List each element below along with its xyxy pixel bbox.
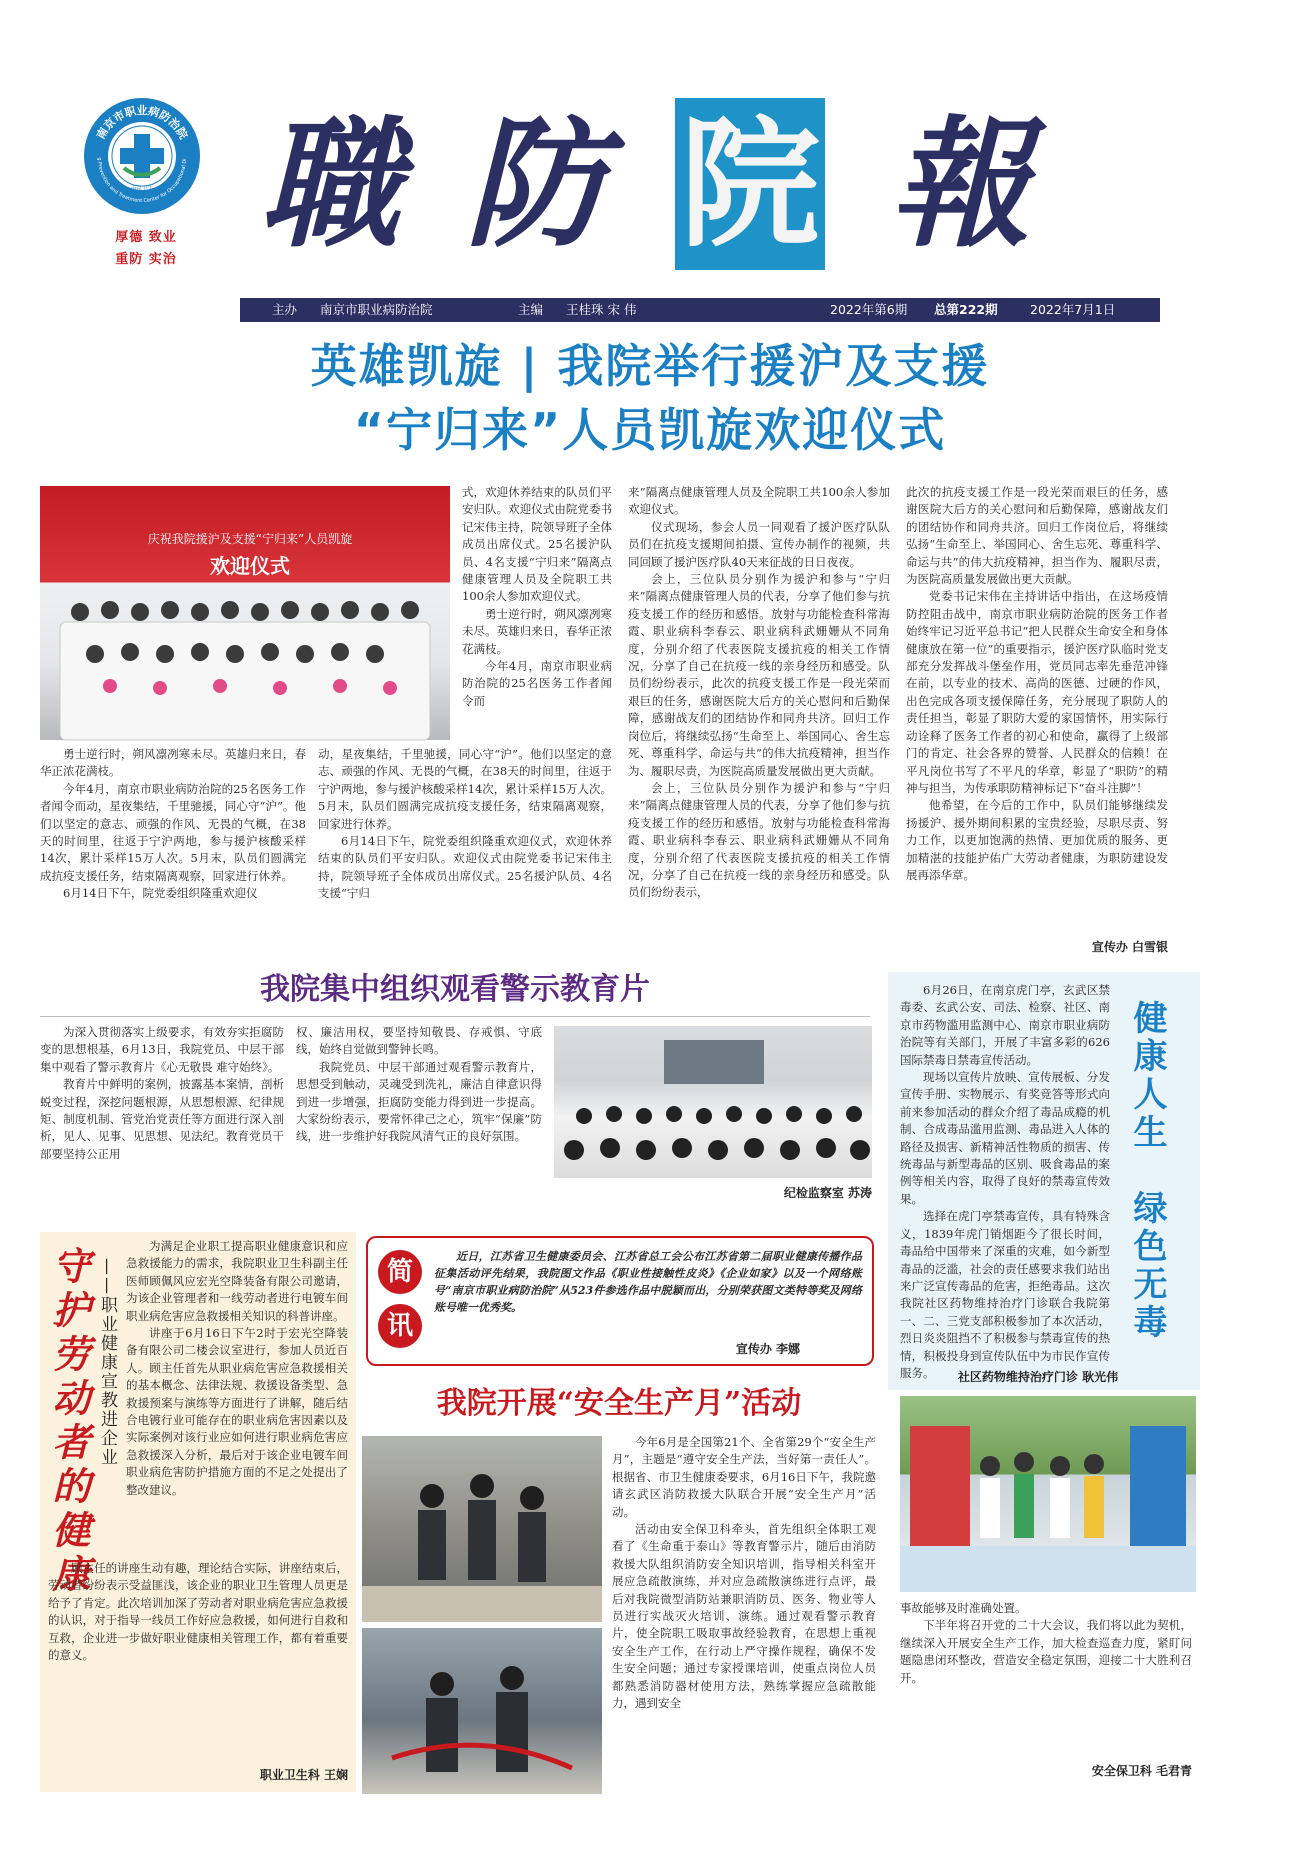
title-char-4: 報 bbox=[890, 103, 1031, 267]
lead-c2a-p3: 今年4月，南京市职业病防治院的25名医务工作者闻令而 bbox=[462, 659, 612, 708]
logo-ring-cn: 南京市职业病防治院 bbox=[94, 104, 190, 142]
lead-c3-p4: 会上，三位队员分别作为援沪和参与“宁归来”隔离点健康管理人员的代表，分享了他们参与抗疫支援工作的经历和感悟。放射与功能检查科常海霞、职业病科李春云、职业病科武姗姗从不同角度，分别介绍了代表医院支援抗疫的相关工作情况，分享了自己在抗疫一线的亲身经历和感受。队员们纷纷表示， bbox=[628, 780, 890, 900]
warning-c1-p1: 为深入贯彻落实上级要求，有效夯实拒腐防变的思想根基，6月13日，我院党员、中层干部集中观看了警示教育片《心无敬畏 难守始终》。 bbox=[40, 1025, 284, 1074]
logo-emblem-icon bbox=[84, 98, 200, 214]
guard-p3: 顾主任的讲座生动有趣，理论结合实际，讲座结束后，劳动者纷纷表示受益匪浅，该企业的职业卫生管理人员更是给予了肯定。此次培训加深了劳动者对职业病危害应急救援的认识，对于指导一线员工作好应急救援，如何进行自救和互救，企业进一步做好职业健康相关管理工作，都有着重要的意义。 bbox=[48, 1561, 348, 1663]
lead-c4-p2: 党委书记宋伟在主持讲话中指出，在这场疫情防控阻击战中，南京市职业病防治院的医务工作者始终牢记习近平总书记“把人民群众生命安全和身体健康放在第一位”的重要指示，援沪医疗队临时党支部充分发挥战斗堡垒作用，党员同志率先垂范冲锋在前，以专业的技术、高尚的医德、过硬的作风，出色完成各项支援保障任务，充分展现了职防人的责任担当，彰显了职防大爱的家国情怀，用实际行动诠释了医务工作者的初心和使命，赢得了上级部门的肯定、社会各界的赞誉、人民群众的信赖！在平凡岗位书写了不平凡的华章，彰显了“职防”的精神与担当，为传承职防精神标记下“奋斗注脚”！ bbox=[906, 589, 1168, 795]
total-issue: 总第222期 bbox=[934, 302, 998, 317]
photo-banner-sub: 欢迎仪式 bbox=[210, 554, 290, 578]
safety-photo-1 bbox=[362, 1436, 602, 1622]
lead-column-3 bbox=[628, 484, 890, 962]
group-people-icon bbox=[40, 582, 450, 740]
safety-text-right bbox=[900, 1600, 1192, 1750]
health-photo bbox=[900, 1396, 1196, 1592]
brief-label-2: 讯 bbox=[378, 1304, 422, 1348]
guard-text-bottom bbox=[48, 1560, 348, 1756]
sponsor-label: 主办 bbox=[272, 302, 298, 317]
health-title-2: 绿色无毒 bbox=[1127, 1190, 1167, 1342]
title-char-3: 院 bbox=[680, 103, 821, 267]
health-credit: 社区药物维持治疗门诊 耿光伟 bbox=[957, 1370, 1119, 1384]
lead-column-2b bbox=[318, 746, 612, 962]
safety-p1: 今年6月是全国第21个、全省第29个“安全生产月”，主题是“遵守安全生产法，当好第一责任人”。根据省、市卫生健康委要求，6月16日下午，我院邀请玄武区消防救援大队联合开展“安全生产月”活动。 bbox=[612, 1435, 876, 1519]
booth-people-icon bbox=[900, 1396, 1196, 1592]
lead-c2b-p1: 动，星夜集结，千里驰援，同心守“沪”。他们以坚定的意志、顽强的作风、无畏的气概，在38天的时间里，往返于宁沪两地，参与援沪核酸采样14次，累计采样15万人次。5月末，队员们圆满完成抗疫支援任务，结束隔离观察，回家进行休养。 bbox=[318, 747, 612, 831]
masthead-title bbox=[260, 103, 1160, 267]
logo-ring-en: g Prevention and Treatment Center for Occupational Di bbox=[95, 157, 189, 205]
warning-headline: 我院集中组织观看警示教育片 bbox=[260, 972, 650, 1007]
warning-divider bbox=[40, 1016, 870, 1017]
brief-text bbox=[434, 1248, 862, 1334]
lead-c1-p1: 勇士逆行时，朔风凛冽寒未尽。英雄归来日，春华正浓花满枝。 bbox=[40, 747, 306, 779]
editor-label: 主编 bbox=[518, 302, 544, 317]
logo bbox=[84, 98, 200, 214]
lead-c4-p3: 他希望，在今后的工作中，队员们能够继续发扬援沪、援外期间积累的宝贵经验，尽职尽责、努力工作，以更加饱满的热情、更加优质的服务、更加精湛的技能护佑广大劳动者健康，为职防建设发展再添华章。 bbox=[906, 798, 1168, 882]
editors: 王桂珠 宋 伟 bbox=[566, 302, 637, 317]
masthead-info-band bbox=[240, 298, 1160, 322]
safety-p4: 下半年将召开党的二十大会议，我们将以此为契机，继续深入开展安全生产工作，加大检查巡查力度，紧盯问题隐患闭环整改，营造安全稳定氛围，迎接二十大胜利召开。 bbox=[900, 1618, 1192, 1685]
title-char-1: 職 bbox=[260, 103, 401, 267]
brief-credit: 宣传办 李娜 bbox=[735, 1342, 800, 1356]
firefighters-training-icon bbox=[362, 1628, 602, 1794]
lead-c1-p3: 6月14日下午，院党委组织隆重欢迎仪 bbox=[63, 886, 258, 901]
issue-date: 2022年7月1日 bbox=[1030, 302, 1116, 317]
guard-title: 守护劳动者的健康 bbox=[46, 1246, 91, 1598]
lead-c4-p1: 此次的抗疫支援工作是一段光荣而艰巨的任务，感谢医院大后方的关心慰问和后勤保障，感谢战友们的团结协作和同舟共济。回归工作岗位后，将继续弘扬“生命至上、举国同心、舍生忘死、尊重科学、命运与共”的伟大抗疫精神，担当作为、履职尽责，为医院高质量发展做出更大贡献。 bbox=[906, 485, 1168, 587]
lead-credit: 宣传办 白雪银 bbox=[1091, 940, 1168, 954]
lead-c1-p2: 今年4月，南京市职业病防治院的25名医务工作者闻令而动，星夜集结，千里驰援，同心守“沪”。他们以坚定的意志、顽强的作风、无畏的气概，在38天的时间里，往返于宁沪两地，参与援沪核酸采样14次，累计采样15万人次。5月末，队员们圆满完成抗疫支援任务，结束隔离观察，回家进行休养。 bbox=[40, 781, 306, 883]
title-char-2: 防 bbox=[465, 103, 606, 267]
guard-subtitle: ——职业健康宣教进企业 bbox=[97, 1258, 117, 1467]
health-p3: 选择在虎门亭禁毒宣传，具有特殊含义，1839年虎门销烟距今了很长时间，毒品给中国带来了深重的灾难，如今新型毒品的泛滥，社会的责任感要求我们站出来广泛宣传毒品的危害，拒绝毒品。这次我院社区药物维持治疗门诊联合我院第一、二、三党支部积极参加了本次活动，烈日炎炎阻挡不了积极参与禁毒宣传的热情，积极投身到宣传队伍中为市民作宣传服务。 bbox=[900, 1209, 1110, 1380]
safety-p3: 事故能够及时准确处置。 bbox=[900, 1601, 1027, 1615]
health-p1: 6月26日，在南京虎门亭，玄武区禁毒委、玄武公安、司法、检察、社区、南京市药物滥用监测中心、南京市职业病防治院等有关部门，开展了丰富多彩的626国际禁毒日禁毒宣传活动。 bbox=[900, 983, 1110, 1067]
lead-column-4 bbox=[906, 484, 1168, 930]
guard-credit: 职业卫生科 王娴 bbox=[259, 1768, 348, 1782]
safety-text bbox=[612, 1434, 876, 1796]
warning-c2-p2: 我院党员、中层干部通过观看警示教育片，思想受到触动，灵魂受到洗礼，廉洁自律意识得到进一步增强，拒腐防变能力得到进一步提高。大家纷纷表示，要常怀律己之心，筑牢“保廉”防线，进一步维护好我院风清气正的良好氛围。 bbox=[296, 1059, 542, 1144]
warning-c2-p1: 权、廉洁用权，要坚持知敬畏、存戒惧、守底线，始终自觉做到警钟长鸣。 bbox=[296, 1025, 542, 1057]
logo-center: 南京卫生 bbox=[130, 186, 154, 192]
lead-photo bbox=[40, 486, 450, 740]
lead-c3-p2: 仪式现场，参会人员一同观看了援沪医疗队队员们在抗疫支援期间拍摄、宣传办制作的视频，共同回顾了援沪医疗队40天来征战的日日夜夜。 bbox=[628, 519, 890, 569]
audience-icon bbox=[554, 1026, 872, 1178]
lead-c2b-p2: 6月14日下午，院党委组织隆重欢迎仪式，欢迎休养结束的队员们平安归队。欢迎仪式由院党委书记宋伟主持，院领导班子全体成员出席仪式。25名援沪队员、4名支援“宁归 bbox=[318, 834, 612, 901]
lead-c3-p1: 来”隔离点健康管理人员及全院职工共100余人参加欢迎仪式。 bbox=[628, 485, 890, 517]
guard-p2: 讲座于6月16日下午2时于宏光空降装备有限公司二楼会议室进行，参加人员近百人。顾主任首先从职业病危害应急救援相关的基本概念、法律法规、救援设备类型、急救援预案与演练等方面进行了讲解，随后结合电镀行业可能存在的职业病危害因素以及实际案例对该行业应如何进行职业病危害应急救援深入分析，最后对于该企业电镀车间职业病危害防护措施方面的不足之处提出了整改建议。 bbox=[126, 1326, 348, 1497]
brief-p1: 近日，江苏省卫生健康委员会、江苏省总工会公布江苏省第二届职业健康传播作品征集活动评先结果，我院图文作品《职业性接触性皮炎》《企业如家》以及一个网络账号“南京市职业病防治院”从523件参选作品中脱颖而出，分别荣获图文类特等奖及网络账号唯一优秀奖。 bbox=[434, 1250, 862, 1314]
lead-headline-2: “宁归来”人员凯旋欢迎仪式 bbox=[353, 403, 947, 457]
safety-p2: 活动由安全保卫科牵头，首先组织全体职工观看了《生命重于泰山》等教育警示片，随后由消防救援大队组织消防安全知识培训，指导相关科室开展应急疏散演练，并对应急疏散演练进行点评，最后对我院微型消防站兼职消防员、医务、物业等人员进行实战灭火培训、演练。通过观看警示教育片，使全院职工吸取事故经验教育，在思想上重视安全生产工作，在行动上严守操作规程，确保不发生安全问题；通过专家授课培训，使重点岗位人员都熟悉消防器材使用方法，熟练掌握应急疏散能力，遇到安全 bbox=[612, 1522, 876, 1711]
issue-number: 2022年第6期 bbox=[830, 302, 908, 317]
firefighters-stairs-icon bbox=[362, 1436, 602, 1622]
warning-column-1 bbox=[40, 1024, 284, 1224]
warning-c1-p2: 教育片中鲜明的案例，披露基本案情，剖析蜕变过程，深挖问题根源，从思想根源、纪律规矩、制度机制、管党治党责任等方面进行深入剖析，见人、见事、见思想、见法纪。教育党员干部要坚持公正用 bbox=[40, 1077, 284, 1161]
lead-c3-p3: 会上，三位队员分别作为援沪和参与“宁归来”隔离点健康管理人员的代表，分享了他们参与抗疫支援工作的经历和感悟。放射与功能检查科常海霞、职业病科李春云、职业病科武姗姗从不同角度，分别介绍了代表医院支援抗疫的相关工作情况，分享了自己在抗疫一线的亲身经历和感受。队员们纷纷表示，此次的抗疫支援工作是一段光荣而艰巨的任务，感谢医院大后方的关心慰问和后勤保障，感谢战友们的团结协作和同舟共济。回归工作岗位后，将继续弘扬“生命至上、举国同心、舍生忘死、尊重科学、命运与共”的伟大抗疫精神，担当作为、履职尽责，为医院高质量发展做出更大贡献。 bbox=[628, 572, 890, 778]
safety-photo-2 bbox=[362, 1628, 602, 1794]
warning-column-2 bbox=[296, 1024, 542, 1204]
health-p2: 现场以宣传片放映、宣传展板、分发宣传手册、实物展示、有奖竞答等形式向前来参加活动的群众介绍了毒品成瘾的机制、合成毒品滥用监测、毒品进入人体的路径及损害、新精神活性物质的损害、传统毒品与新型毒品的区别、吸食毒品的案例等相关内容，取得了良好的禁毒宣传效果。 bbox=[900, 1070, 1110, 1206]
motto-line-1: 厚德 致业 bbox=[115, 230, 177, 245]
guard-p1: 为满足企业职工提高职业健康意识和应急救援能力的需求，我院职业卫生科副主任医师顾佩风应宏光空降装备有限公司邀请，为该企业管理者和一线劳动者进行电镀车间职业病危害应急救援相关知识的科普讲座。 bbox=[126, 1239, 348, 1323]
photo-banner-text: 庆祝我院援沪及支援“宁归来”人员凯旋 bbox=[147, 532, 353, 546]
warning-photo bbox=[554, 1026, 872, 1178]
lead-column-2a bbox=[462, 484, 612, 746]
warning-credit: 纪检监察室 苏涛 bbox=[783, 1186, 872, 1200]
brief-label-1: 简 bbox=[378, 1250, 422, 1294]
guard-text-right bbox=[126, 1238, 348, 1554]
safety-credit: 安全保卫科 毛君青 bbox=[1091, 1764, 1192, 1778]
safety-headline: 我院开展“安全生产月”活动 bbox=[436, 1386, 802, 1421]
lead-column-1 bbox=[40, 746, 306, 962]
lead-headline-1: 英雄凯旋 | 我院举行援沪及支援 bbox=[310, 339, 990, 393]
health-title-1: 健康人生 bbox=[1127, 1000, 1167, 1152]
sponsor: 南京市职业病防治院 bbox=[320, 302, 433, 317]
lead-c2a-p2: 勇士逆行时，朔风凛冽寒未尽。英雄归来日，春华正浓花满枝。 bbox=[462, 606, 612, 656]
lead-c2a-p1: 式，欢迎休养结束的队员们平安归队。欢迎仪式由院党委书记宋伟主持，院领导班子全体成员出席仪式。25名援沪队员、4名支援“宁归来”隔离点健康管理人员及全院职工共100余人参加欢迎仪式。 bbox=[462, 485, 612, 604]
motto-line-2: 重防 实治 bbox=[115, 252, 177, 267]
